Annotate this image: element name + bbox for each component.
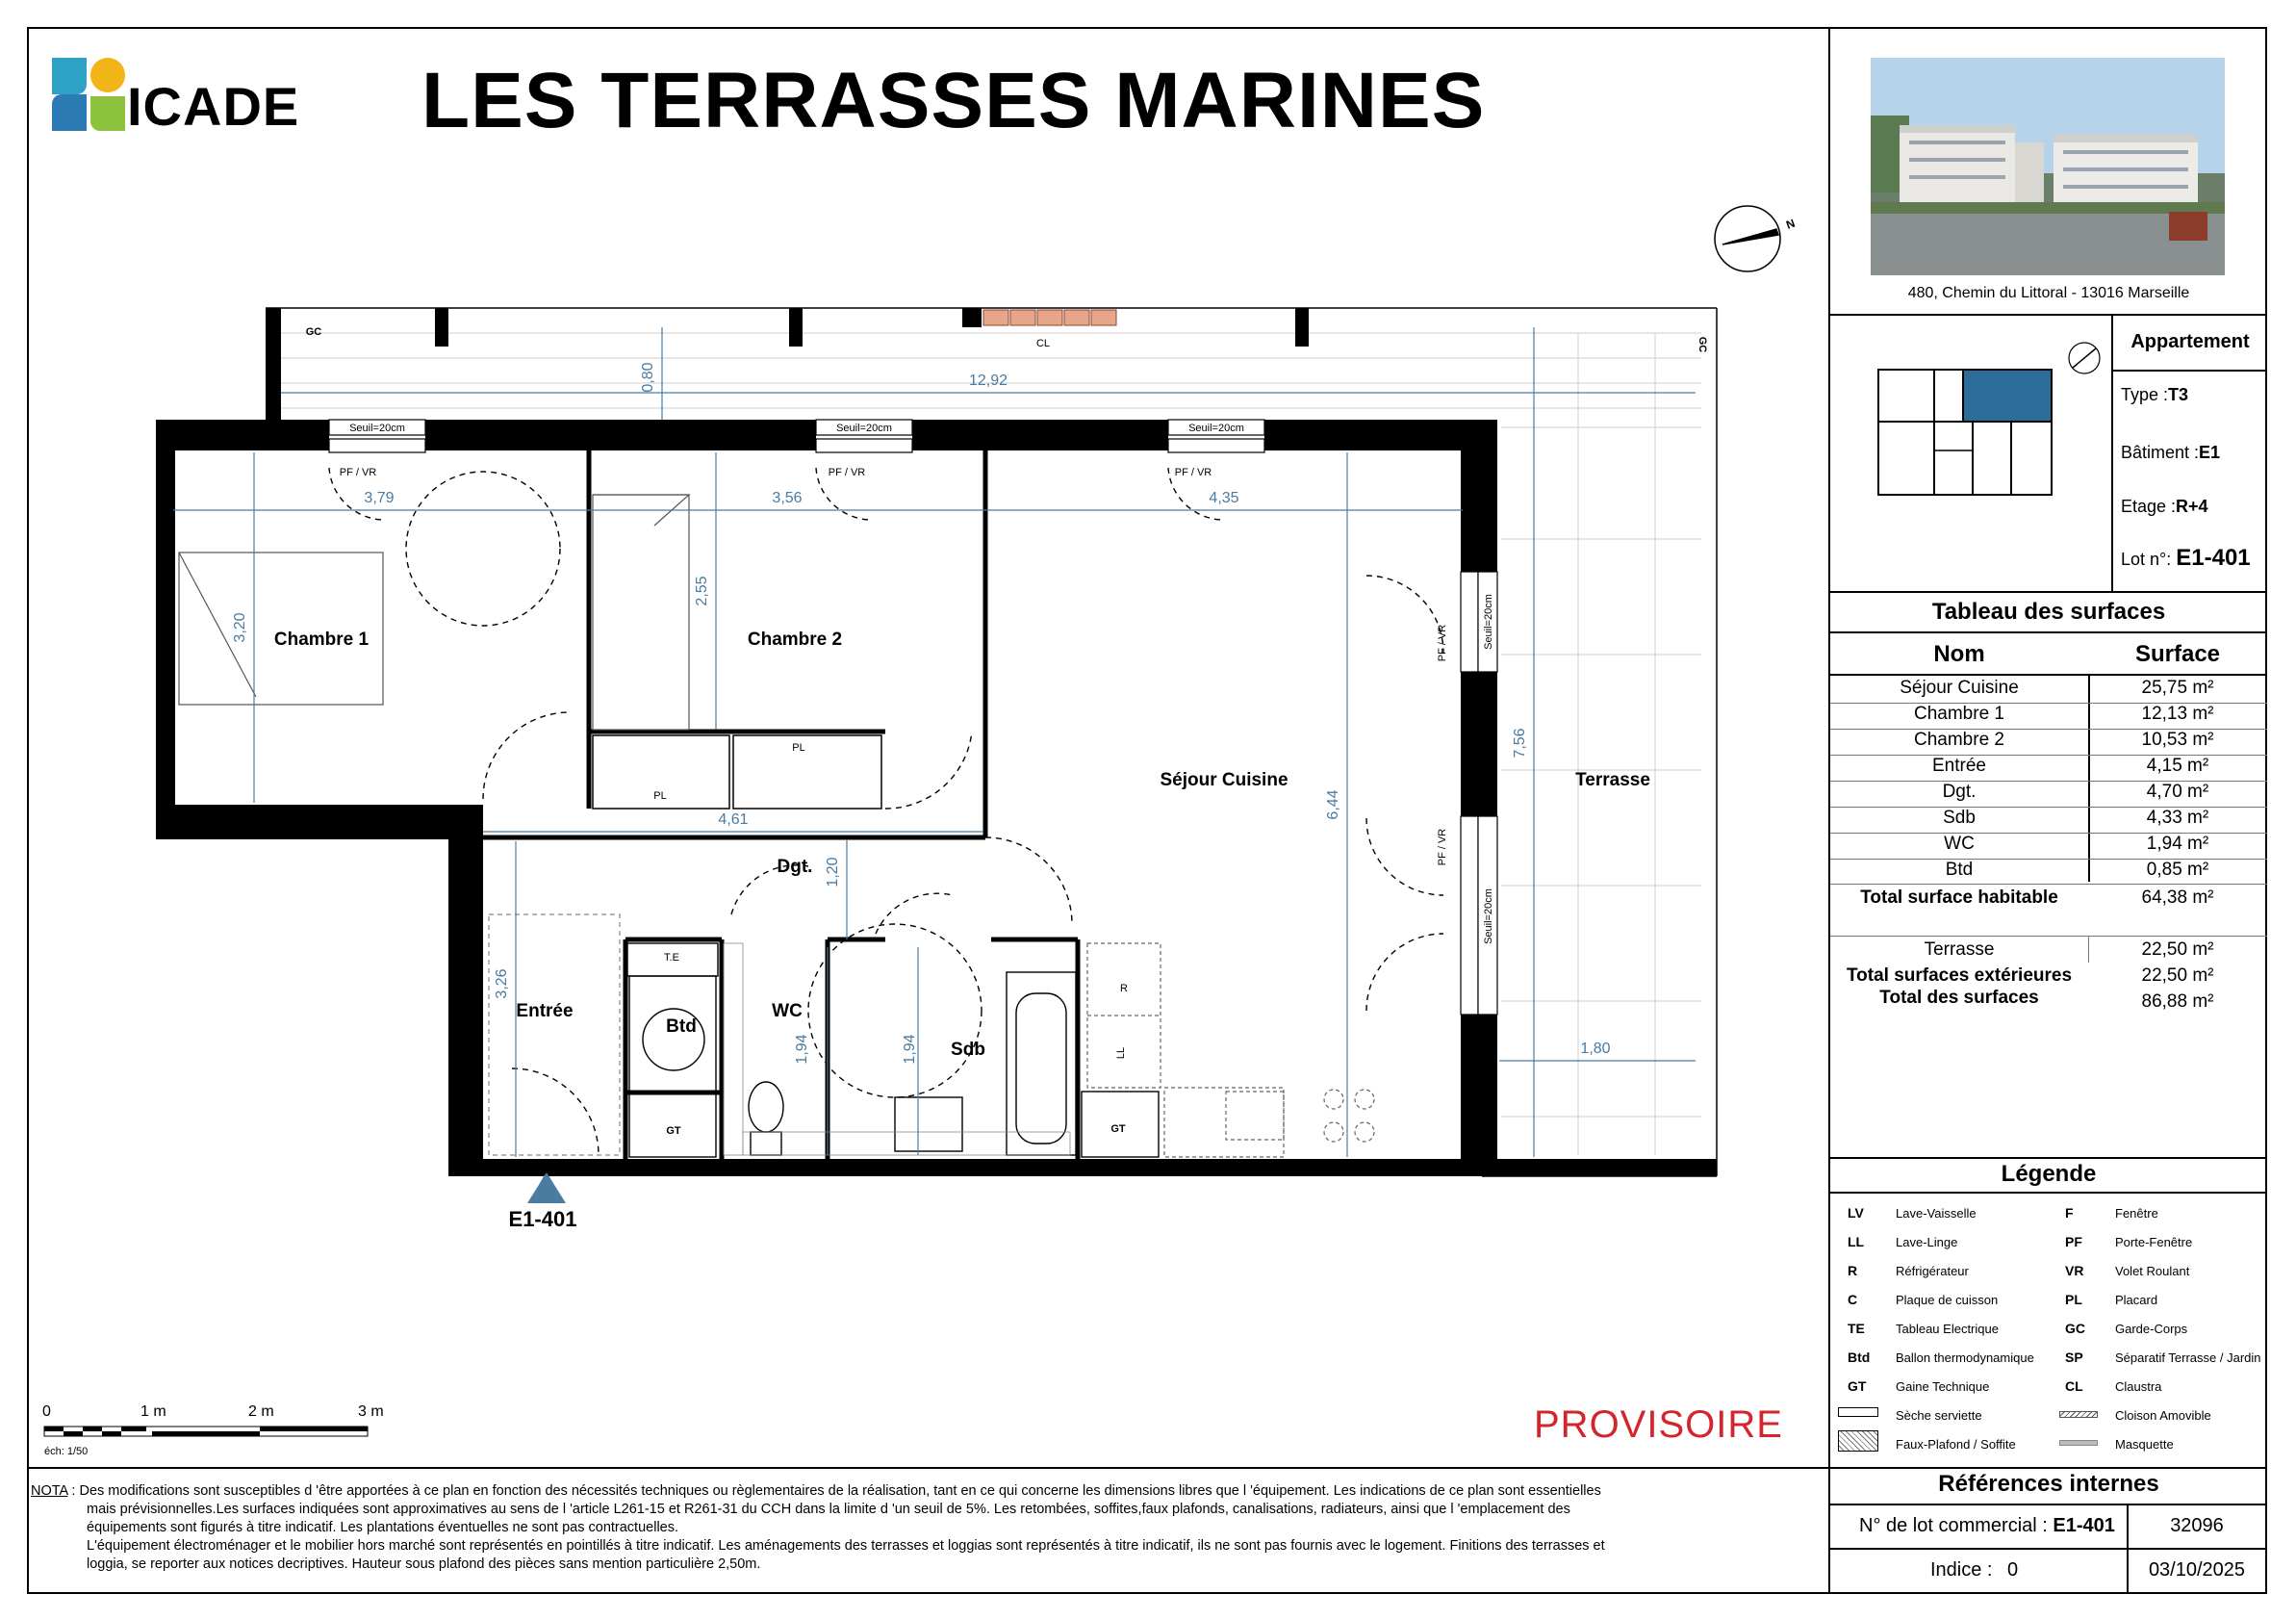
- dim-644: 6,44: [1325, 789, 1341, 820]
- room-btd: Btd: [666, 1016, 697, 1037]
- total-habitable-label: Total surface habitable: [1860, 887, 2058, 908]
- beds: [179, 495, 689, 730]
- rp-divider: [1830, 1504, 2267, 1505]
- seuil-tag: Seuil=20cm: [1483, 888, 1494, 944]
- ref-date: 03/10/2025: [2148, 1559, 2246, 1581]
- room-wc: WC: [772, 1001, 803, 1021]
- dim-080: 0,80: [640, 362, 656, 393]
- row-divider: [1830, 833, 2267, 834]
- row-surface: 4,70 m²: [2146, 782, 2209, 802]
- scale-label: 0: [42, 1403, 51, 1420]
- etage-value: R+4: [2176, 497, 2208, 516]
- legend-label: Plaque de cuisson: [1896, 1293, 1999, 1307]
- legend-code: R: [1848, 1263, 1858, 1278]
- rp-divider: [1830, 631, 2267, 633]
- lot-value: E1-401: [2176, 545, 2251, 571]
- rp-divider: [2111, 370, 2267, 372]
- windows: [329, 420, 1497, 1015]
- indice-value: 0: [2007, 1559, 2019, 1581]
- svg-text:N: N: [1784, 216, 1798, 232]
- table-row: [1830, 678, 2267, 704]
- legend-code: SP: [2065, 1350, 2083, 1365]
- terrasse-row: [1830, 939, 2267, 965]
- etage-label: Etage :: [2121, 497, 2177, 516]
- placard-tag: PL: [653, 790, 667, 802]
- batiment-value: E1: [2199, 443, 2221, 462]
- gc-tag: GC: [305, 326, 322, 338]
- rp-divider: [1830, 1192, 2267, 1194]
- total-habitable-value: 64,38 m²: [2141, 887, 2214, 908]
- total-label: Total des surfaces: [1879, 988, 2039, 1008]
- row-divider: [1830, 884, 2267, 885]
- rp-divider: [1830, 674, 2267, 676]
- table-row: [1830, 782, 2267, 808]
- row-surface: 25,75 m²: [2141, 678, 2214, 698]
- indice: [1930, 1559, 2018, 1581]
- project-address: 480, Chemin du Littoral - 13016 Marseille: [1907, 285, 2190, 301]
- cl-tag: CL: [1035, 338, 1051, 349]
- lot-commercial-label: N° de lot commercial :: [1859, 1515, 2048, 1536]
- scale-label: 3 m: [358, 1403, 384, 1420]
- te-tag: T.E: [664, 952, 679, 964]
- row-divider: [1830, 781, 2267, 782]
- total-value: 86,88 m²: [2141, 991, 2214, 1012]
- rp-divider: [1830, 1157, 2267, 1159]
- table-row: [1830, 704, 2267, 730]
- claustra: [983, 310, 1116, 325]
- surfaces-title: Tableau des surfaces: [1931, 599, 2166, 625]
- scale-label: 1 m: [140, 1403, 166, 1420]
- towel-dryer-icon: [1838, 1407, 1878, 1417]
- row-nom: WC: [1944, 834, 1975, 854]
- seuil-tag: Seuil=20cm: [1483, 594, 1494, 650]
- batiment-label: Bâtiment :: [2121, 443, 2200, 462]
- note-prefix: NOTA: [31, 1483, 68, 1499]
- table-row: [1830, 834, 2267, 860]
- seuil-tag: Seuil=20cm: [349, 423, 405, 434]
- room-terrasse: Terrasse: [1575, 770, 1650, 790]
- legal-note: [31, 1482, 1821, 1574]
- legende-title: Légende: [2001, 1161, 2097, 1187]
- legend-code: F: [2065, 1205, 2074, 1221]
- lot-label: Lot n°:: [2121, 550, 2172, 569]
- kitchen: [1087, 943, 1374, 1157]
- row-divider: [1830, 729, 2267, 730]
- page-title: LES TERRASSES MARINES: [421, 57, 1486, 144]
- fridge-tag: R: [1120, 983, 1128, 994]
- seuil-tag: Seuil=20cm: [1188, 423, 1244, 434]
- dim-326: 3,26: [494, 968, 510, 999]
- legend-label: Faux-Plafond / Soffite: [1896, 1437, 2016, 1452]
- status-stamp: PROVISOIRE: [1534, 1403, 1783, 1446]
- table-row: [1830, 756, 2267, 782]
- row-nom: Btd: [1945, 860, 1974, 880]
- row-surface: 1,94 m²: [2146, 834, 2209, 854]
- legend-label: Cloison Amovible: [2115, 1408, 2211, 1423]
- row-surface: 4,15 m²: [2146, 756, 2209, 776]
- placard-tag: PL: [792, 742, 805, 754]
- dim-120: 1,20: [825, 857, 841, 887]
- note-line: loggia, se reporter aux notices decriptives. Hauteur sous plafond des pièces sans mention particulière 2,50m.: [87, 1556, 761, 1572]
- terrasse-label: Terrasse: [1924, 939, 1995, 960]
- indice-label: Indice :: [1930, 1559, 1993, 1581]
- terrasse-value: 22,50 m²: [2141, 939, 2214, 960]
- legend-label: Réfrigérateur: [1896, 1264, 1969, 1278]
- masquette-icon: [2059, 1440, 2098, 1446]
- scale-bar: [38, 1403, 404, 1461]
- legend-label: Sèche serviette: [1896, 1408, 1982, 1423]
- legend-label: Ballon thermodynamique: [1896, 1350, 2034, 1365]
- door-swings: [329, 468, 1443, 1155]
- row-divider: [1830, 755, 2267, 756]
- table-row: [1830, 730, 2267, 756]
- scale-label: 2 m: [248, 1403, 274, 1420]
- gt-tag: GT: [666, 1125, 681, 1137]
- dim-320: 3,20: [232, 612, 248, 643]
- rp-divider: [1830, 1467, 2267, 1469]
- room-sdb: Sdb: [951, 1040, 985, 1060]
- note-line: mais prévisionnelles.Les surfaces indiquées sont approximatives au sens de l 'article L261-15 et R261-31 du CCH dans la limite d 'un seuil de 5%. Les retombées, soffites,faux plafonds, canalisations, radiateurs, ainsi que l 'emplacement des: [87, 1502, 1570, 1517]
- lot-marker: E1-401: [508, 1207, 577, 1231]
- row-divider: [1830, 859, 2267, 860]
- legend-label: Lave-Linge: [1896, 1235, 1958, 1249]
- type-info: [2121, 385, 2188, 405]
- room-entree: Entrée: [516, 1001, 574, 1021]
- room-chambre1: Chambre 1: [273, 630, 370, 650]
- legend-code: GT: [1848, 1378, 1867, 1394]
- total-ext-label: Total surfaces extérieures: [1846, 965, 2073, 986]
- surfaces-header-surface: Surface: [2134, 641, 2221, 667]
- row-divider: [1830, 807, 2267, 808]
- legend-label: Gaine Technique: [1896, 1379, 1990, 1394]
- total-ext-value: 22,50 m²: [2141, 965, 2214, 986]
- pfvr-tag: PF / VR: [1174, 467, 1212, 478]
- legend-label: Lave-Vaisselle: [1896, 1206, 1977, 1221]
- row-divider: [1830, 936, 2267, 937]
- exterior-walls: [156, 420, 1717, 1176]
- scale-ech: éch: 1/50: [44, 1446, 89, 1457]
- gc-tag: GC: [1696, 336, 1708, 353]
- row-nom: Chambre 1: [1914, 704, 2004, 724]
- dim-379: 3,79: [364, 490, 395, 506]
- table-row: [1830, 808, 2267, 834]
- lot-commercial-value: E1-401: [2053, 1515, 2115, 1536]
- dim-435: 4,35: [1209, 490, 1239, 506]
- legend-label: Claustra: [2115, 1379, 2162, 1394]
- total-habitable-row: [1830, 887, 2267, 913]
- legend-label: Séparatif Terrasse / Jardin: [2115, 1350, 2261, 1365]
- batiment-info: [2121, 443, 2220, 463]
- footer-divider: [27, 1467, 1830, 1469]
- legend-code: LV: [1848, 1205, 1864, 1221]
- references-title: Références internes: [1938, 1471, 2159, 1497]
- dim-194b: 1,94: [902, 1034, 918, 1065]
- legend-label: Volet Roulant: [2115, 1264, 2190, 1278]
- row-divider: [1830, 703, 2267, 704]
- appartement-heading: Appartement: [2130, 331, 2250, 352]
- total-row: [1830, 988, 2267, 1014]
- room-chambre2: Chambre 2: [747, 630, 843, 650]
- row-surface: 10,53 m²: [2141, 730, 2214, 750]
- row-nom: Entrée: [1932, 756, 1986, 776]
- row-surface: 12,13 m²: [2141, 704, 2214, 724]
- etage-info: [2121, 497, 2208, 517]
- note-line: : Des modifications sont susceptibles d 'être apportées à ce plan en fonction des nécessités techniques ou règlementaires de la réalisation, tant en ce qui concerne les dimensions libres que l 'équipement. Les indications de ce plan sont essentielles: [67, 1483, 1601, 1499]
- cloison-amovible-icon: [2059, 1411, 2098, 1418]
- rp-divider: [2111, 314, 2113, 591]
- entry-closet: [489, 914, 620, 1155]
- row-nom: Sdb: [1943, 808, 1976, 828]
- lot-info: [2121, 545, 2251, 572]
- pfvr-tag: PF / VR: [1437, 828, 1448, 866]
- row-nom: Séjour Cuisine: [1900, 678, 2019, 698]
- dim-756: 7,56: [1512, 728, 1528, 759]
- row-nom: Chambre 2: [1914, 730, 2004, 750]
- legend-label: Fenêtre: [2115, 1206, 2158, 1221]
- col-divider: [2088, 936, 2089, 963]
- ref-code: 32096: [2170, 1515, 2224, 1536]
- faux-plafond: [724, 943, 1070, 1155]
- row-surface: 4,33 m²: [2146, 808, 2209, 828]
- legend-label: Porte-Fenêtre: [2115, 1235, 2193, 1249]
- rp-divider: [1830, 1548, 2267, 1550]
- legend-code: LL: [1848, 1234, 1865, 1249]
- legend-code: C: [1848, 1292, 1858, 1307]
- legend-label: Masquette: [2115, 1437, 2174, 1452]
- faux-plafond-icon: [1838, 1430, 1878, 1452]
- dim-1292: 12,92: [968, 373, 1008, 389]
- legend-code: TE: [1848, 1321, 1865, 1336]
- mini-compass-icon: [2065, 339, 2104, 377]
- wardrobes: [593, 735, 881, 809]
- note-line: équipements sont figurés à titre indicatif. Les plantations éventuelles ne sont pas contractuelles.: [87, 1520, 679, 1535]
- parapet-posts: [266, 308, 1309, 420]
- pfvr-tag: PF / VR: [828, 467, 866, 478]
- dim-356: 3,56: [772, 490, 803, 506]
- note-line: L'équipement électroménager et le mobilier hors marché sont représentés en pointillés à titre indicatif. Les aménagements des terrasses et loggias sont représentés à titre indicatif, ils ne sont pas fournis avec le logement. Finitions des terrasses et: [87, 1538, 1605, 1554]
- row-surface: 0,85 m²: [2146, 860, 2209, 880]
- room-dgt: Dgt.: [777, 857, 813, 877]
- type-value: T3: [2168, 385, 2189, 404]
- compass-icon: [1715, 206, 1797, 271]
- dim-255: 2,55: [694, 576, 710, 606]
- row-nom: Dgt.: [1942, 782, 1977, 802]
- legend-code: VR: [2065, 1263, 2084, 1278]
- legend-code: GC: [2065, 1321, 2085, 1336]
- table-row: [1830, 860, 2267, 886]
- dim-194a: 1,94: [794, 1034, 810, 1065]
- room-sejour: Séjour Cuisine: [1160, 770, 1288, 790]
- interior-walls: [483, 450, 1078, 1159]
- legend-code: CL: [2065, 1378, 2083, 1394]
- legend-label: Placard: [2115, 1293, 2158, 1307]
- legend-label: Garde-Corps: [2115, 1322, 2188, 1336]
- legend-code: Btd: [1848, 1350, 1871, 1365]
- legend-code: PF: [2065, 1234, 2082, 1249]
- legend-code: PL: [2065, 1292, 2082, 1307]
- legend-label: Tableau Electrique: [1896, 1322, 1999, 1336]
- seuil-tag: Seuil=20cm: [836, 423, 892, 434]
- pfvr-tag: PF / VR: [339, 467, 377, 478]
- lot-location-miniature: [1876, 341, 2069, 512]
- pfvr-tag: PF / VR: [1437, 624, 1448, 662]
- dim-461: 4,61: [718, 811, 749, 828]
- gt-tag: GT: [1110, 1123, 1126, 1135]
- type-label: Type :: [2121, 385, 2169, 404]
- logo-text: ICADE: [127, 76, 300, 137]
- rp-divider: [1830, 314, 2267, 316]
- scale-graduation: [38, 1425, 375, 1438]
- dim-180: 1,80: [1580, 1041, 1611, 1057]
- rp-divider: [1830, 591, 2267, 593]
- washer-tag: LL: [1115, 1046, 1127, 1060]
- surfaces-header-nom: Nom: [1933, 641, 1985, 667]
- lot-commercial: [1859, 1515, 2115, 1537]
- building-photo: [1871, 58, 2225, 275]
